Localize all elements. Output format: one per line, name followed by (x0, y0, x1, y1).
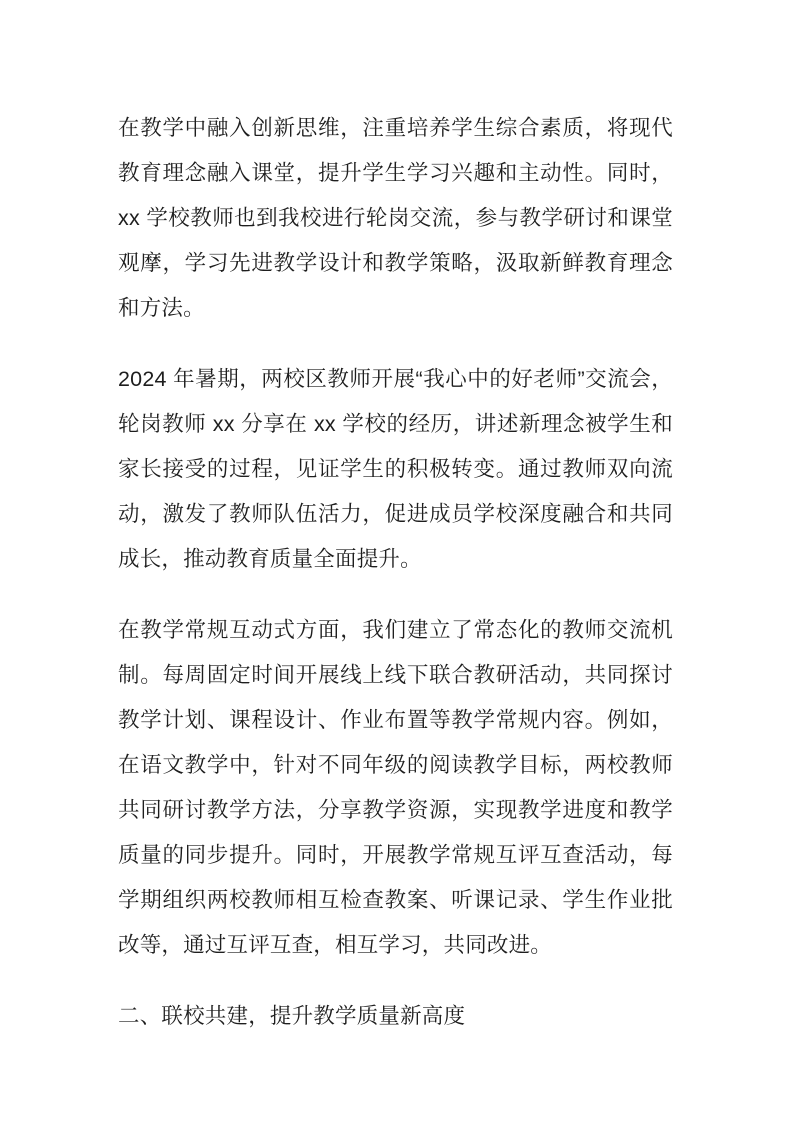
section-heading: 二、联校共建，提升教学质量新高度 (118, 1004, 466, 1028)
paragraph: 2024 年暑期，两校区教师开展“我心中的好老师”交流会，轮岗教师 xx 分享在 xx 学校的经历，讲述新理念被学生和家长接受的过程，见证学生的积极转变。通过教师双向流动，激发了教师队伍活力，促进成员学校深度融合和共同成长，推动教育质量全面提升。 (118, 367, 673, 571)
paragraph: 在教学常规互动式方面，我们建立了常态化的教师交流机制。每周固定时间开展线上线下联合教研活动，共同探讨教学计划、课程设计、作业布置等教学常规内容。例如，在语文教学中，针对不同年级的阅读教学目标，两校教师共同研讨教学方法，分享教学资源，实现教学进度和教学质量的同步提升。同时，开展教学常规互评互查活动，每学期组织两校教师相互检查教案、听课记录、学生作业批改等，通过互评互查，相互学习，共同改进。 (118, 618, 673, 957)
paragraph: 在教学中融入创新思维，注重培养学生综合素质，将现代教育理念融入课堂，提升学生学习兴趣和主动性。同时，xx 学校教师也到我校进行轮岗交流，参与教学研讨和课堂观摩，学习先进教学设计和教学策略，汲取新鲜教育理念和方法。 (118, 116, 673, 320)
